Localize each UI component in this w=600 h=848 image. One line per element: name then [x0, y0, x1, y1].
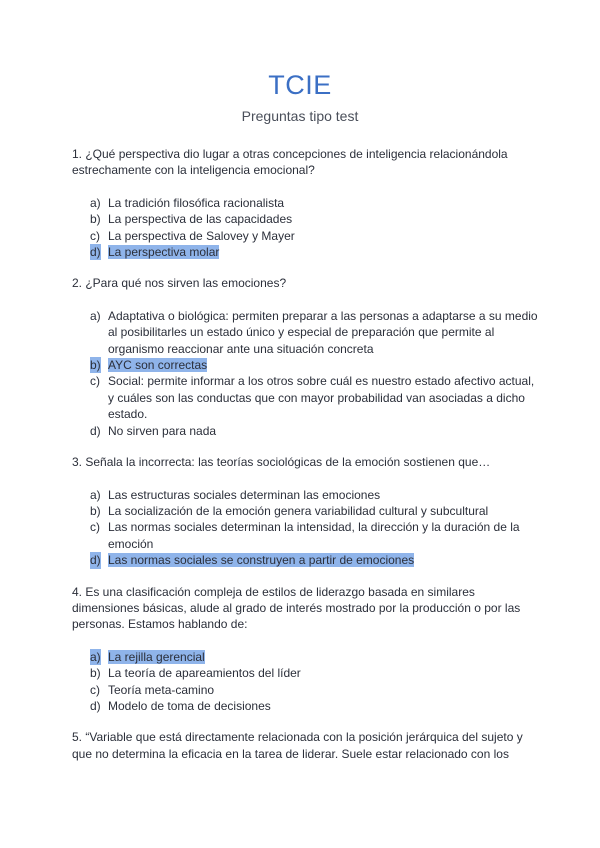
questions-list	[72, 146, 542, 778]
option-text: Las estructuras sociales determinan las emociones	[108, 487, 381, 502]
option-text: La rejilla gerencial	[108, 649, 205, 664]
option-4a-highlighted	[72, 649, 542, 665]
option-letter: b)	[90, 212, 101, 227]
question-2: 2. ¿Para qué nos sirven las emociones?	[72, 276, 287, 291]
option-2a	[72, 308, 542, 357]
option-letter: d)	[90, 423, 101, 438]
option-3c	[72, 519, 542, 552]
option-2b-highlighted	[72, 357, 542, 373]
option-2c	[72, 373, 542, 422]
option-1b	[72, 211, 542, 227]
option-text: Teoría meta-camino	[108, 682, 215, 697]
option-letter: c)	[90, 520, 100, 535]
option-text: La perspectiva de las capacidades	[108, 212, 293, 227]
question-2-options	[72, 308, 542, 439]
question-1-options	[72, 195, 542, 261]
option-text: Las normas sociales se construyen a partir de emociones	[108, 553, 415, 568]
option-3d-highlighted	[72, 552, 542, 568]
option-3a	[72, 487, 542, 503]
option-text: AYC son correctas	[108, 358, 208, 373]
option-1c	[72, 228, 542, 244]
option-letter: b)	[90, 503, 101, 518]
option-text: La tradición filosófica racionalista	[108, 195, 285, 210]
option-text: Modelo de toma de decisiones	[108, 698, 271, 713]
option-text: La perspectiva de Salovey y Mayer	[108, 228, 295, 243]
question-1: 1. ¿Qué perspectiva dio lugar a otras concepciones de inteligencia relacionándola estrechamente con la inteligencia emocional?	[72, 147, 508, 178]
option-text: Adaptativa o biológica: permiten preparar a las personas a adaptarse a su medio al posibilitarles un estado único y especial de preparación que permite al organismo reaccionar ante una situación concreta	[108, 308, 538, 356]
option-letter: c)	[90, 374, 100, 389]
document-subtitle: Preguntas tipo test	[241, 108, 359, 124]
option-letter: d)	[90, 553, 101, 568]
question-3-options	[72, 487, 542, 569]
option-1d-highlighted	[72, 244, 542, 260]
option-letter: b)	[90, 666, 101, 681]
option-1a	[72, 195, 542, 211]
option-letter: a)	[90, 195, 101, 210]
option-text: No sirven para nada	[108, 423, 217, 438]
option-letter: a)	[90, 487, 101, 502]
option-4b	[72, 665, 542, 681]
option-text: Social: permite informar a los otros sobre cuál es nuestro estado afectivo actual, y cuáles son las conductas que con mayor probabilidad van asociadas a dicho estado.	[108, 374, 535, 422]
question-4: 4. Es una clasificación compleja de estilos de liderazgo basada en similares dimensiones básicas, alude al grado de interés mostrado por la producción o por las personas. Estamos hablando de:	[72, 584, 521, 632]
option-text: Las normas sociales determinan la intensidad, la dirección y la duración de la emoción	[108, 520, 520, 551]
option-letter: d)	[90, 245, 101, 260]
document-title: TCIE	[268, 70, 332, 100]
option-letter: a)	[90, 308, 101, 323]
option-letter: c)	[90, 228, 100, 243]
option-4c	[72, 682, 542, 698]
option-text: La socialización de la emoción genera variabilidad cultural y subcultural	[108, 503, 489, 518]
option-2d	[72, 423, 542, 439]
option-text: La perspectiva molar	[108, 245, 220, 260]
question-3: 3. Señala la incorrecta: las teorías sociológicas de la emoción sostienen que…	[72, 455, 491, 470]
option-letter: c)	[90, 682, 100, 697]
option-3b	[72, 503, 542, 519]
option-letter: b)	[90, 358, 101, 373]
option-letter: a)	[90, 649, 101, 664]
option-letter: d)	[90, 698, 101, 713]
option-4d	[72, 698, 542, 714]
question-4-options	[72, 649, 542, 715]
question-5: 5. “Variable que está directamente relacionada con la posición jerárquica del sujeto y que no determina la eficacia en la tarea de liderar. Suele estar relacionado con los	[72, 730, 523, 761]
option-text: La teoría de apareamientos del líder	[108, 666, 301, 681]
